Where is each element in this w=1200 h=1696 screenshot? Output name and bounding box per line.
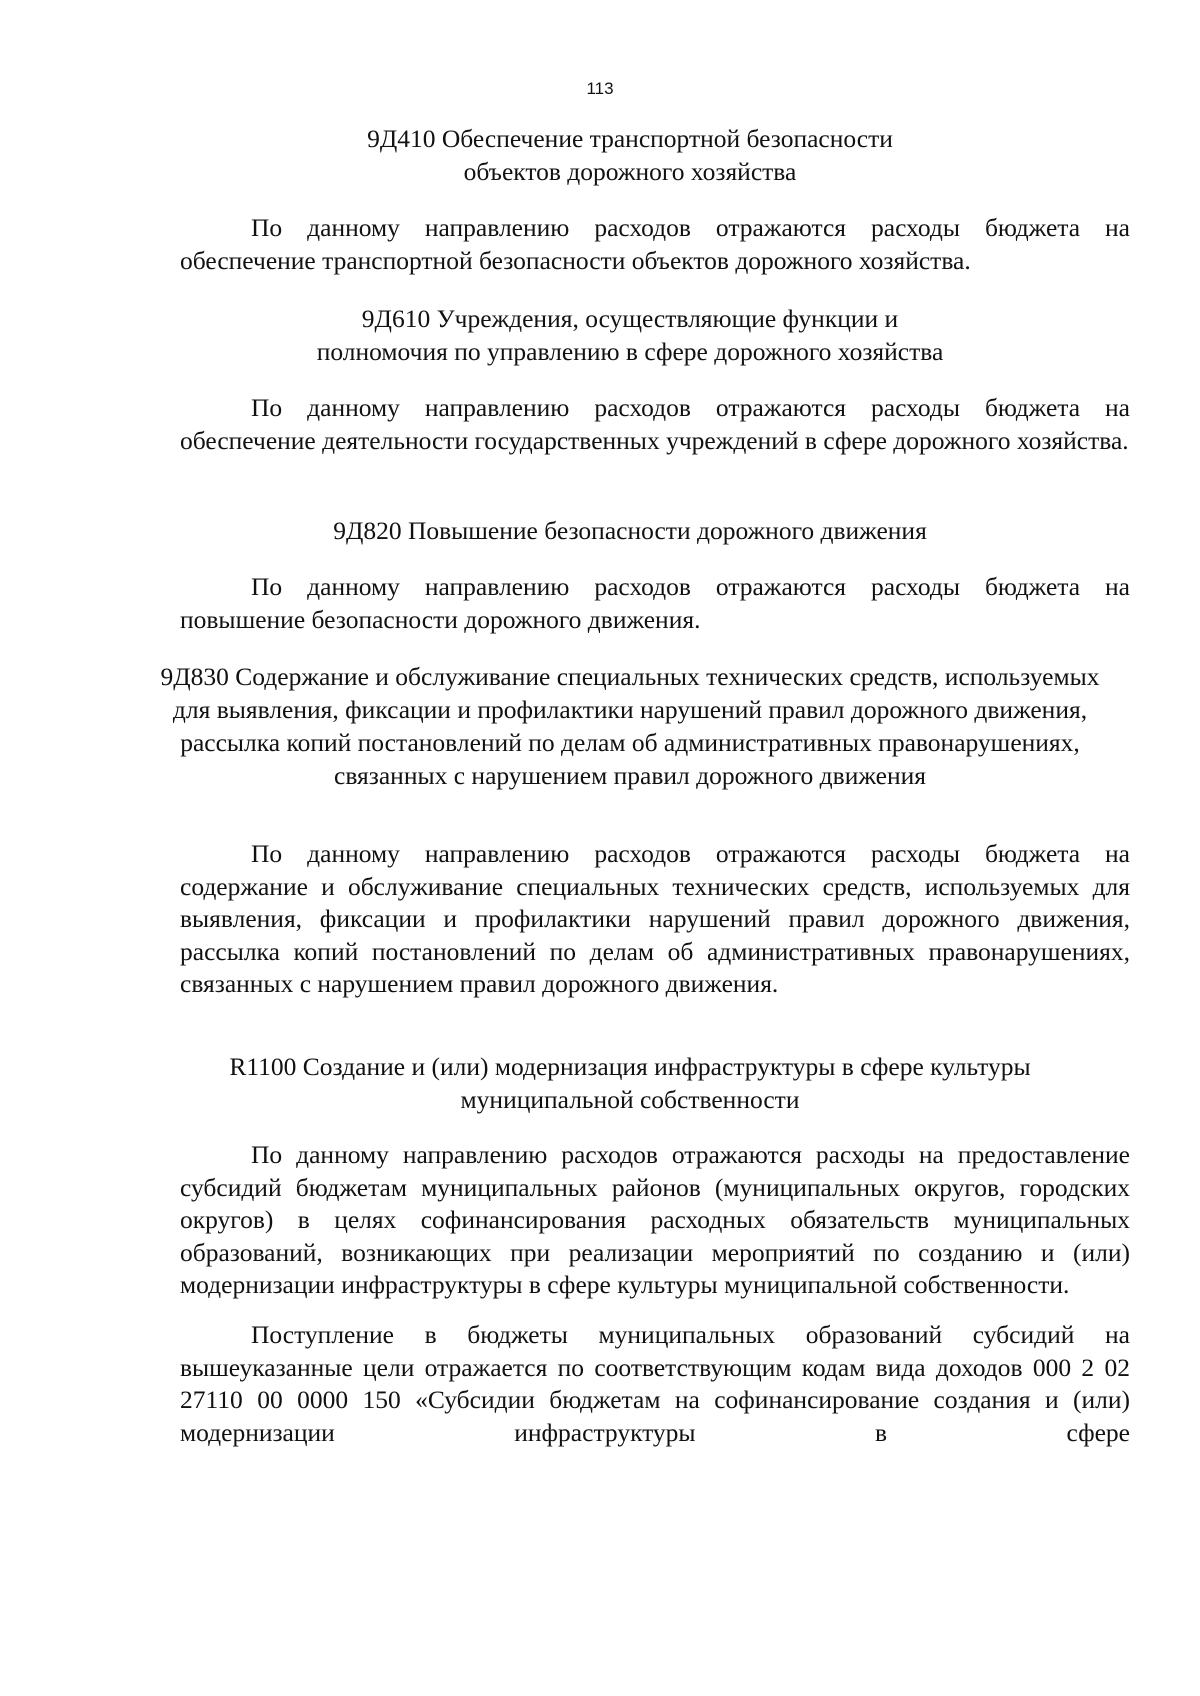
section-heading-r1100: R1100 Создание и (или) модернизация инфраструктуры в сфере культуры муниципальной собственности	[229, 1052, 1031, 1114]
page-number: 113	[586, 79, 614, 98]
section-paragraph-r1100-1: По данному направлению расходов отражаются расходы на предоставление субсидий бюджетам муниципальных районов (муниципальных округов, городских округов) в целях софинансирования расходных обязательств муниципальных образований, возникающих при реализации мероприятий по созданию и (или) модернизации инфраструктуры в сфере культуры муниципальной собственности.	[180, 1140, 1130, 1299]
section-heading-9d610: 9Д610 Учреждения, осуществляющие функции и полномочия по управлению в сфере дорожного хозяйства	[316, 304, 944, 366]
section-paragraph-9d610: По данному направлению расходов отражаются расходы бюджета на обеспечение деятельности государственных учреждений в сфере дорожного хозяйства.	[180, 393, 1130, 455]
section-paragraph-9d410: По данному направлению расходов отражаются расходы бюджета на обеспечение транспортной безопасности объектов дорожного хозяйства.	[180, 213, 1130, 275]
section-paragraph-9d820: По данному направлению расходов отражаются расходы бюджета на повышение безопасности дорожного движения.	[180, 572, 1130, 634]
section-heading-9d820: 9Д820 Повышение безопасности дорожного движения	[333, 516, 927, 545]
section-heading-9d830: 9Д830 Содержание и обслуживание специальных технических средств, используемых для выявления, фиксации и профилактики нарушений правил дорожного движения, рассылка копий постановлений по делам об административных правонарушениях, связанных с нарушением правил дорожного движения	[160, 662, 1100, 790]
section-heading-9d410: 9Д410 Обеспечение транспортной безопасности объектов дорожного хозяйства	[367, 124, 893, 186]
section-paragraph-9d830: По данному направлению расходов отражаются расходы бюджета на содержание и обслуживание специальных технических средств, используемых для выявления, фиксации и профилактики нарушений правил дорожного движения, рассылка копий постановлений по делам об административных правонарушениях, связанных с нарушением правил дорожного движения.	[180, 839, 1130, 998]
section-paragraph-r1100-2: Поступление в бюджеты муниципальных образований субсидий на вышеуказанные цели отражается по соответствующим кодам вида доходов 000 2 02 27110 00 0000 150 «Субсидии бюджетам на софинансирование создания и (или) модернизации инфраструктуры в сфере	[180, 1320, 1130, 1447]
